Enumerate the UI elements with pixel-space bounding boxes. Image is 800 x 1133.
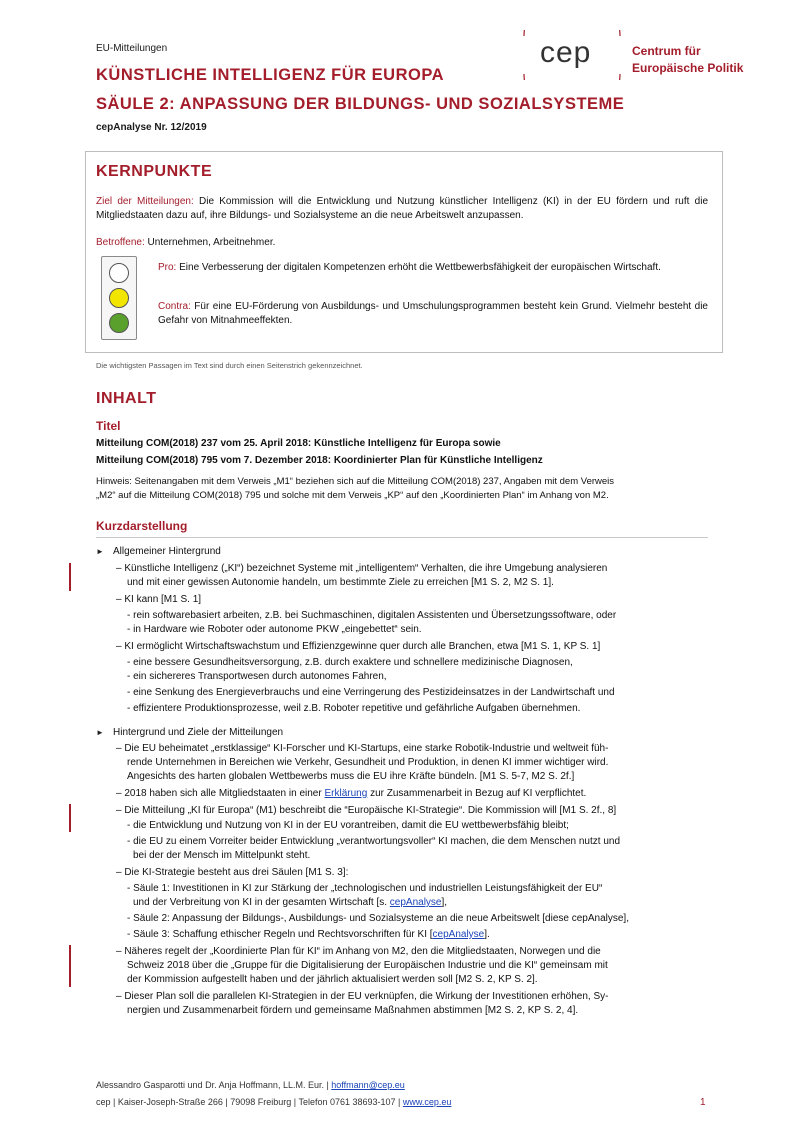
body-line: – Dieser Plan soll die parallelen KI-Strategien in der EU verknüpfen, die Wirkung der Investitionen erhöhen, Sy- (116, 991, 609, 1002)
page-number: 1 (700, 1097, 706, 1108)
body-line: - die Entwicklung und Nutzung von KI in der EU vorantreiben, damit die EU wettbewerbsfähig bleibt; (127, 820, 569, 831)
ziel-label: Ziel der Mitteilungen: (96, 196, 194, 207)
inhalt-heading: INHALT (96, 390, 157, 407)
margin-mark (69, 804, 71, 832)
betroffene-text: Unternehmen, Arbeitnehmer. (147, 237, 276, 248)
titel-line-1: Mitteilung COM(2018) 237 vom 25. April 2018: Künstliche Intelligenz für Europa sowie (96, 438, 501, 449)
section-allgemeiner-hintergrund: Allgemeiner Hintergrund (113, 546, 221, 557)
cepanalyse-link-1[interactable]: cepAnalyse (389, 897, 442, 908)
section-bullet-icon: ► (96, 728, 104, 737)
ziel-paragraph (96, 195, 708, 223)
body-line: – Die Mitteilung „KI für Europa“ (M1) beschreibt die “Europäische KI-Strategie“. Die Kommission will [M1 S. 2f., 8] (116, 805, 617, 816)
body-text: ], (441, 897, 448, 908)
traffic-light-yellow (109, 288, 129, 308)
body-line: - eine bessere Gesundheitsversorgung, z.B. durch exaktere und schnellere medizinische Diagnosen, (127, 657, 573, 668)
body-line (116, 787, 586, 801)
footer-address-text: cep | Kaiser-Joseph-Straße 266 | 79098 Freiburg | Telefon 0761 38693-107 | (96, 1097, 403, 1107)
body-line: der Kommission aufgestellt haben und der jährlich aktualisiert werden soll [M2 S. 2, KP S. 2]. (127, 974, 538, 985)
hinweis-line-2: „M2“ auf die Mitteilung COM(2018) 795 und solche mit dem Verweis „KP“ auf den „Koordinierten Plan“ im Anhang von M2. (96, 490, 609, 501)
body-line: – Die KI-Strategie besteht aus drei Säulen [M1 S. 3]: (116, 867, 349, 878)
traffic-light-green (109, 313, 129, 333)
body-line: rende Unternehmen in Bereichen wie Verkehr, Gesundheit und Produktion, in denen KI immer wichtiger wird. (127, 757, 609, 768)
logo-text: cep (540, 36, 592, 69)
body-text: ]. (484, 929, 490, 940)
erklaerung-link[interactable]: Erklärung (324, 788, 368, 799)
pro-label: Pro: (158, 262, 177, 273)
footer-authors-text: Alessandro Gasparotti und Dr. Anja Hoffmann, LL.M. Eur. | (96, 1080, 332, 1090)
doc-title-2: SÄULE 2: ANPASSUNG DER BILDUNGS- UND SOZIALSYSTEME (96, 95, 625, 113)
betroffene-paragraph (96, 236, 708, 250)
pro-text: Eine Verbesserung der digitalen Kompetenzen erhöht die Wettbewerbsfähigkeit der europäischen Wirtschaft. (179, 262, 661, 273)
body-line: bei der der Mensch im Mittelpunkt steht. (133, 850, 311, 861)
contra-label: Contra: (158, 301, 191, 312)
body-line: - die EU zu einem Vorreiter beider Entwicklung „verantwortungsvoller“ KI machen, die dem Menschen nutzt und (127, 836, 621, 847)
body-line: - rein softwarebasiert arbeiten, z.B. bei Suchmaschinen, digitalen Assistenten und Übersetzungssoftware, oder (127, 610, 617, 621)
body-line: – Die EU beheimatet „erstklassige“ KI-Forscher und KI-Startups, eine starke Robotik-Industrie und weltweit füh- (116, 743, 609, 754)
analyse-number: cepAnalyse Nr. 12/2019 (96, 122, 207, 133)
ziel-text: Die Kommission will die Entwicklung und Nutzung künstlicher Intelligenz (KI) in der EU fördern und ruft die Mitgliedstaaten dazu auf, ihre Bildungs- und Sozialsysteme an die neue Arbeitswelt anzupassen. (96, 196, 709, 222)
body-line: - eine Senkung des Energieverbrauchs und eine Verringerung des Pestizideinsatzes in der Landwirtschaft und (127, 687, 615, 698)
body-line: Schweiz 2018 über die „Gruppe für die Digitalisierung der Europäischen Industrie und die KI“ gemeinsam mit (127, 960, 608, 971)
betroffene-label: Betroffene: (96, 237, 145, 248)
body-line: - ein sichereres Transportwesen durch autonomes Fahren, (127, 671, 387, 682)
body-text: zur Zusammenarbeit in Bezug auf KI verpflichtet. (367, 788, 587, 799)
body-line: - effizientere Produktionsprozesse, weil z.B. Roboter repetitive und gefährliche Aufgaben übernehmen. (127, 703, 581, 714)
body-line: - Säule 1: Investitionen in KI zur Stärkung der „technologischen und industriellen Leistungsfähigkeit der EU“ (127, 883, 603, 894)
divider (96, 537, 708, 538)
email-link[interactable]: hoffmann@cep.eu (331, 1080, 405, 1090)
traffic-light-icon (101, 256, 137, 340)
body-line (127, 928, 490, 942)
footer-authors (96, 1080, 405, 1090)
titel-line-2: Mitteilung COM(2018) 795 vom 7. Dezember 2018: Koordinierter Plan für Künstliche Intelligenz (96, 455, 543, 466)
body-line: – KI ermöglicht Wirtschaftswachstum und Effizienzgewinne quer durch alle Branchen, etwa [M1 S. 1, KP S. 1] (116, 641, 601, 652)
margin-mark (69, 945, 71, 987)
titel-heading: Titel (96, 419, 121, 433)
body-line: – KI kann [M1 S. 1] (116, 594, 202, 605)
body-line: – Näheres regelt der „Koordinierte Plan für KI“ im Anhang von M2, den die Mitgliedstaaten, Norwegen und die (116, 946, 601, 957)
section-bullet-icon: ► (96, 547, 104, 556)
traffic-light-white (109, 263, 129, 283)
pro-paragraph (158, 261, 708, 275)
body-line: und mit einer gewissen Autonomie handeln, um bestimmte Ziele zu erreichen [M1 S. 2, M2 S. 1]. (127, 577, 554, 588)
cepanalyse-link-2[interactable]: cepAnalyse (432, 929, 485, 940)
kurzdarstellung-heading: Kurzdarstellung (96, 519, 188, 533)
doc-category: EU-Mitteilungen (96, 43, 168, 54)
body-line: – Künstliche Intelligenz („KI“) bezeichnet Systeme mit „intelligentem“ Verhalten, die ihre Umgebung analysieren (116, 563, 608, 574)
footer-address (96, 1097, 451, 1107)
contra-paragraph (158, 300, 708, 328)
body-line: - Säule 2: Anpassung der Bildungs-, Ausbildungs- und Sozialsysteme an die neue Arbeitswelt [diese cepAnalyse], (127, 913, 629, 924)
logo-line-2: Europäische Politik (632, 61, 744, 75)
doc-title-1: KÜNSTLICHE INTELLIGENZ FÜR EUROPA (96, 66, 445, 84)
margin-mark (69, 563, 71, 591)
body-text: - Säule 3: Schaffung ethischer Regeln und Rechtsvorschriften für KI [ (127, 929, 433, 940)
contra-text: Für eine EU-Förderung von Ausbildungs- und Umschulungsprogrammen besteht kein Grund. Vielmehr besteht die Gefahr von Mitnahmeeffekten. (158, 301, 708, 327)
website-link[interactable]: www.cep.eu (402, 1097, 452, 1107)
body-line: nergien und Zusammenarbeit fördern und gemeinsame Maßnahmen abstimmen [M2 S. 2, KP S. 2, 4]. (127, 1005, 579, 1016)
body-line: - in Hardware wie Roboter oder autonome PKW „eingebettet“ sein. (127, 624, 422, 635)
body-line: Angesichts des harten globalen Wettbewerbs muss die EU ihre Kräfte bündeln. [M1 S. 5-7, M2 S. 2f.] (127, 771, 575, 782)
body-text: – 2018 haben sich alle Mitgliedstaaten in einer (116, 788, 325, 799)
marking-note: Die wichtigsten Passagen im Text sind durch einen Seitenstrich gekennzeichnet. (96, 361, 363, 370)
hinweis-line-1: Hinweis: Seitenangaben mit dem Verweis „M1“ beziehen sich auf die Mitteilung COM(2018) 237, Angaben mit dem Verweis (96, 476, 615, 487)
kernpunkte-heading: KERNPUNKTE (96, 163, 213, 180)
body-text: und der Verbreitung von KI in der gesamten Wirtschaft [s. (133, 897, 390, 908)
section-hintergrund-ziele: Hintergrund und Ziele der Mitteilungen (113, 727, 284, 738)
body-line (133, 896, 447, 910)
logo-line-1: Centrum für (632, 44, 701, 58)
